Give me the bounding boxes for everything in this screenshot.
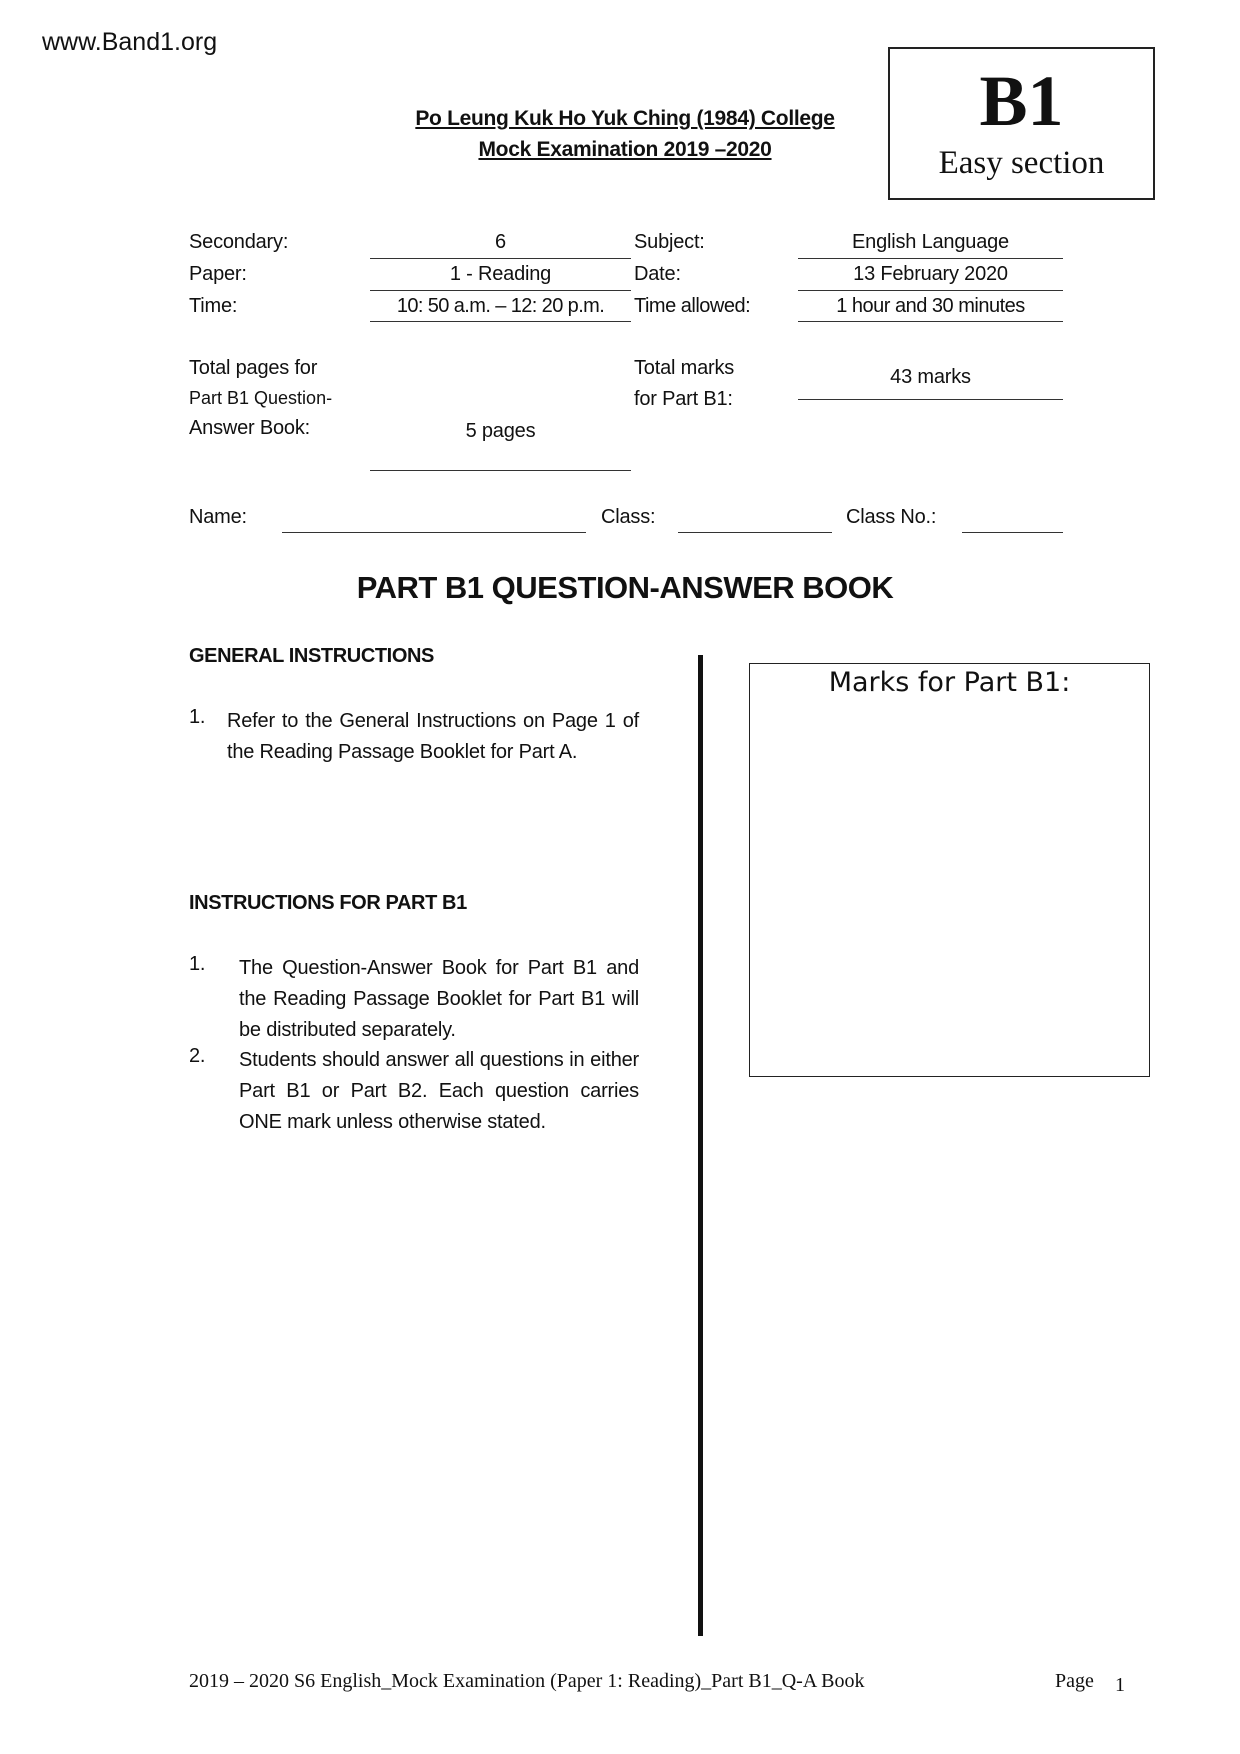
badge-code: B1 bbox=[979, 61, 1064, 141]
page-label: Page bbox=[1055, 1670, 1094, 1692]
page-number: 1 bbox=[1115, 1674, 1125, 1696]
column-divider bbox=[698, 655, 703, 1636]
underline bbox=[798, 321, 1063, 322]
date-label: Date: bbox=[634, 263, 681, 285]
underline bbox=[370, 258, 631, 259]
total-pages-label-2: Part B1 Question- bbox=[189, 388, 333, 408]
partb1-item-text: The Question-Answer Book for Part B1 and the Reading Passage Booklet for Part B1 will be distributed separately. bbox=[239, 957, 639, 1041]
marks-box-title: Marks for Part B1: bbox=[828, 667, 1071, 698]
part-b1-instructions-title: INSTRUCTIONS FOR PART B1 bbox=[189, 892, 467, 914]
total-pages-label-3: Answer Book: bbox=[189, 417, 310, 439]
subject-value: English Language bbox=[852, 231, 1009, 253]
time-value: 10: 50 a.m. – 12: 20 p.m. bbox=[396, 295, 605, 317]
paper-label: Paper: bbox=[189, 263, 247, 285]
subject-label: Subject: bbox=[634, 231, 705, 253]
marks-box bbox=[749, 663, 1150, 1077]
general-instructions-title: GENERAL INSTRUCTIONS bbox=[189, 645, 434, 667]
total-marks-label-2: for Part B1: bbox=[634, 388, 733, 410]
total-marks-label-1: Total marks bbox=[634, 357, 735, 379]
general-item-number: 1. bbox=[189, 706, 206, 728]
class-label: Class: bbox=[601, 506, 656, 528]
underline bbox=[798, 399, 1063, 400]
underline bbox=[370, 321, 631, 322]
partb1-item-number: 1. bbox=[189, 953, 206, 975]
paper-value: 1 - Reading bbox=[449, 263, 552, 285]
name-field[interactable] bbox=[282, 532, 586, 533]
total-pages-value: 5 pages bbox=[465, 420, 536, 442]
name-label: Name: bbox=[189, 506, 247, 528]
watermark[interactable]: www.Band1.org bbox=[42, 28, 218, 56]
footer-text: 2019 – 2020 S6 English_Mock Examination (Paper 1: Reading)_Part B1_Q-A Book bbox=[189, 1670, 865, 1692]
school-name: Po Leung Kuk Ho Yuk Ching (1984) College bbox=[415, 107, 835, 130]
class-no-field[interactable] bbox=[962, 532, 1063, 533]
secondary-label: Secondary: bbox=[189, 231, 289, 253]
underline bbox=[370, 470, 631, 471]
secondary-value: 6 bbox=[495, 231, 506, 253]
underline bbox=[798, 290, 1063, 291]
page-heading: PART B1 QUESTION-ANSWER BOOK bbox=[356, 570, 894, 605]
underline bbox=[370, 290, 631, 291]
general-item-text: Refer to the General Instructions on Page 1 of the Reading Passage Booklet for Part A. bbox=[227, 710, 639, 763]
date-value: 13 February 2020 bbox=[853, 263, 1008, 285]
underline bbox=[798, 258, 1063, 259]
class-field[interactable] bbox=[678, 532, 832, 533]
exam-title: Mock Examination 2019 –2020 bbox=[478, 138, 772, 161]
class-no-label: Class No.: bbox=[846, 506, 937, 528]
total-pages-label-1: Total pages for bbox=[189, 357, 318, 379]
section-badge bbox=[888, 47, 1155, 200]
total-marks-value: 43 marks bbox=[890, 366, 971, 388]
time-allowed-label: Time allowed: bbox=[634, 295, 751, 317]
time-allowed-value: 1 hour and 30 minutes bbox=[836, 295, 1025, 317]
time-label: Time: bbox=[189, 295, 238, 317]
partb1-item-number: 2. bbox=[189, 1045, 206, 1067]
badge-label: Easy section bbox=[938, 145, 1105, 181]
partb1-item-text: Students should answer all questions in either Part B1 or Part B2. Each question carries ONE mark unless otherwise stated. bbox=[239, 1049, 639, 1133]
